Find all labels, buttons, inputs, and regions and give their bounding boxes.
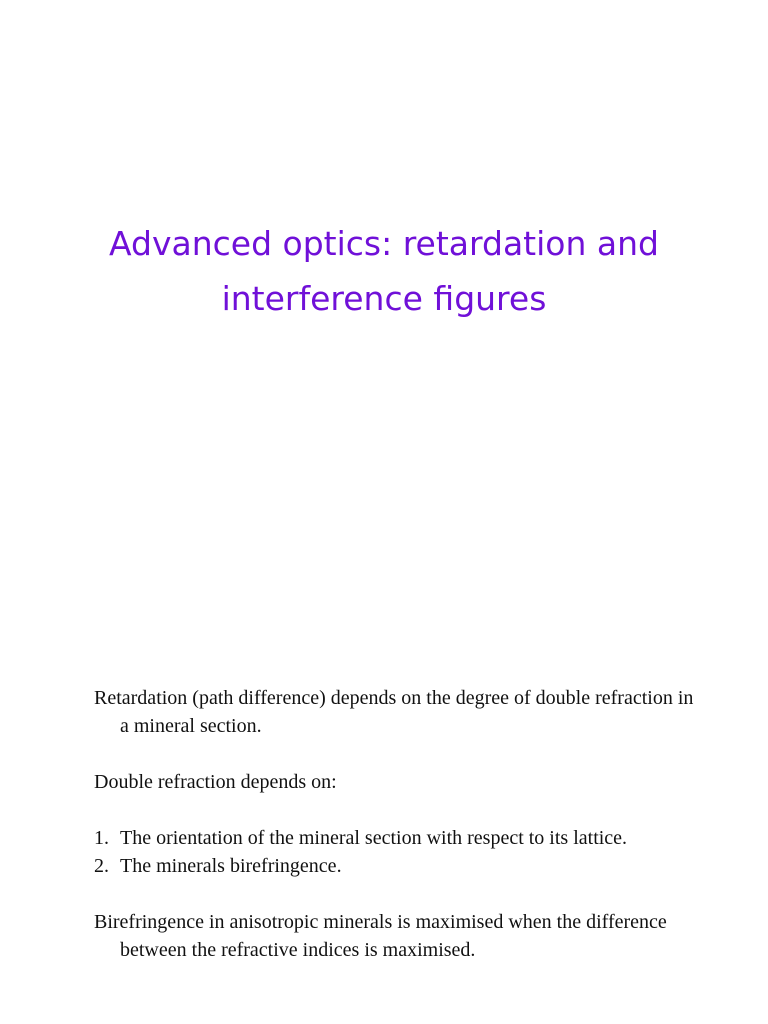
retardation-paragraph: Retardation (path difference) depends on the degree of double refraction in a mineral section. [94,687,694,737]
list-item [94,852,704,880]
double-refraction-intro: Double refraction depends on: [94,771,337,793]
slide-title-line-1: Advanced optics: retardation and [109,224,659,263]
list-item-number: 1. [94,827,109,849]
list-item-text: The orientation of the mineral section with respect to its lattice. [120,827,628,849]
slide-title [0,216,768,326]
list-item [94,824,704,852]
dependency-list [94,824,704,880]
birefringence-paragraph: Birefringence in anisotropic minerals is maximised when the difference between the refractive indices is maximised. [94,911,667,961]
slide-title-line-2: interference figures [221,279,547,318]
slide-body [94,684,704,992]
list-item-number: 2. [94,855,109,877]
list-item-text: The minerals birefringence. [120,855,342,877]
